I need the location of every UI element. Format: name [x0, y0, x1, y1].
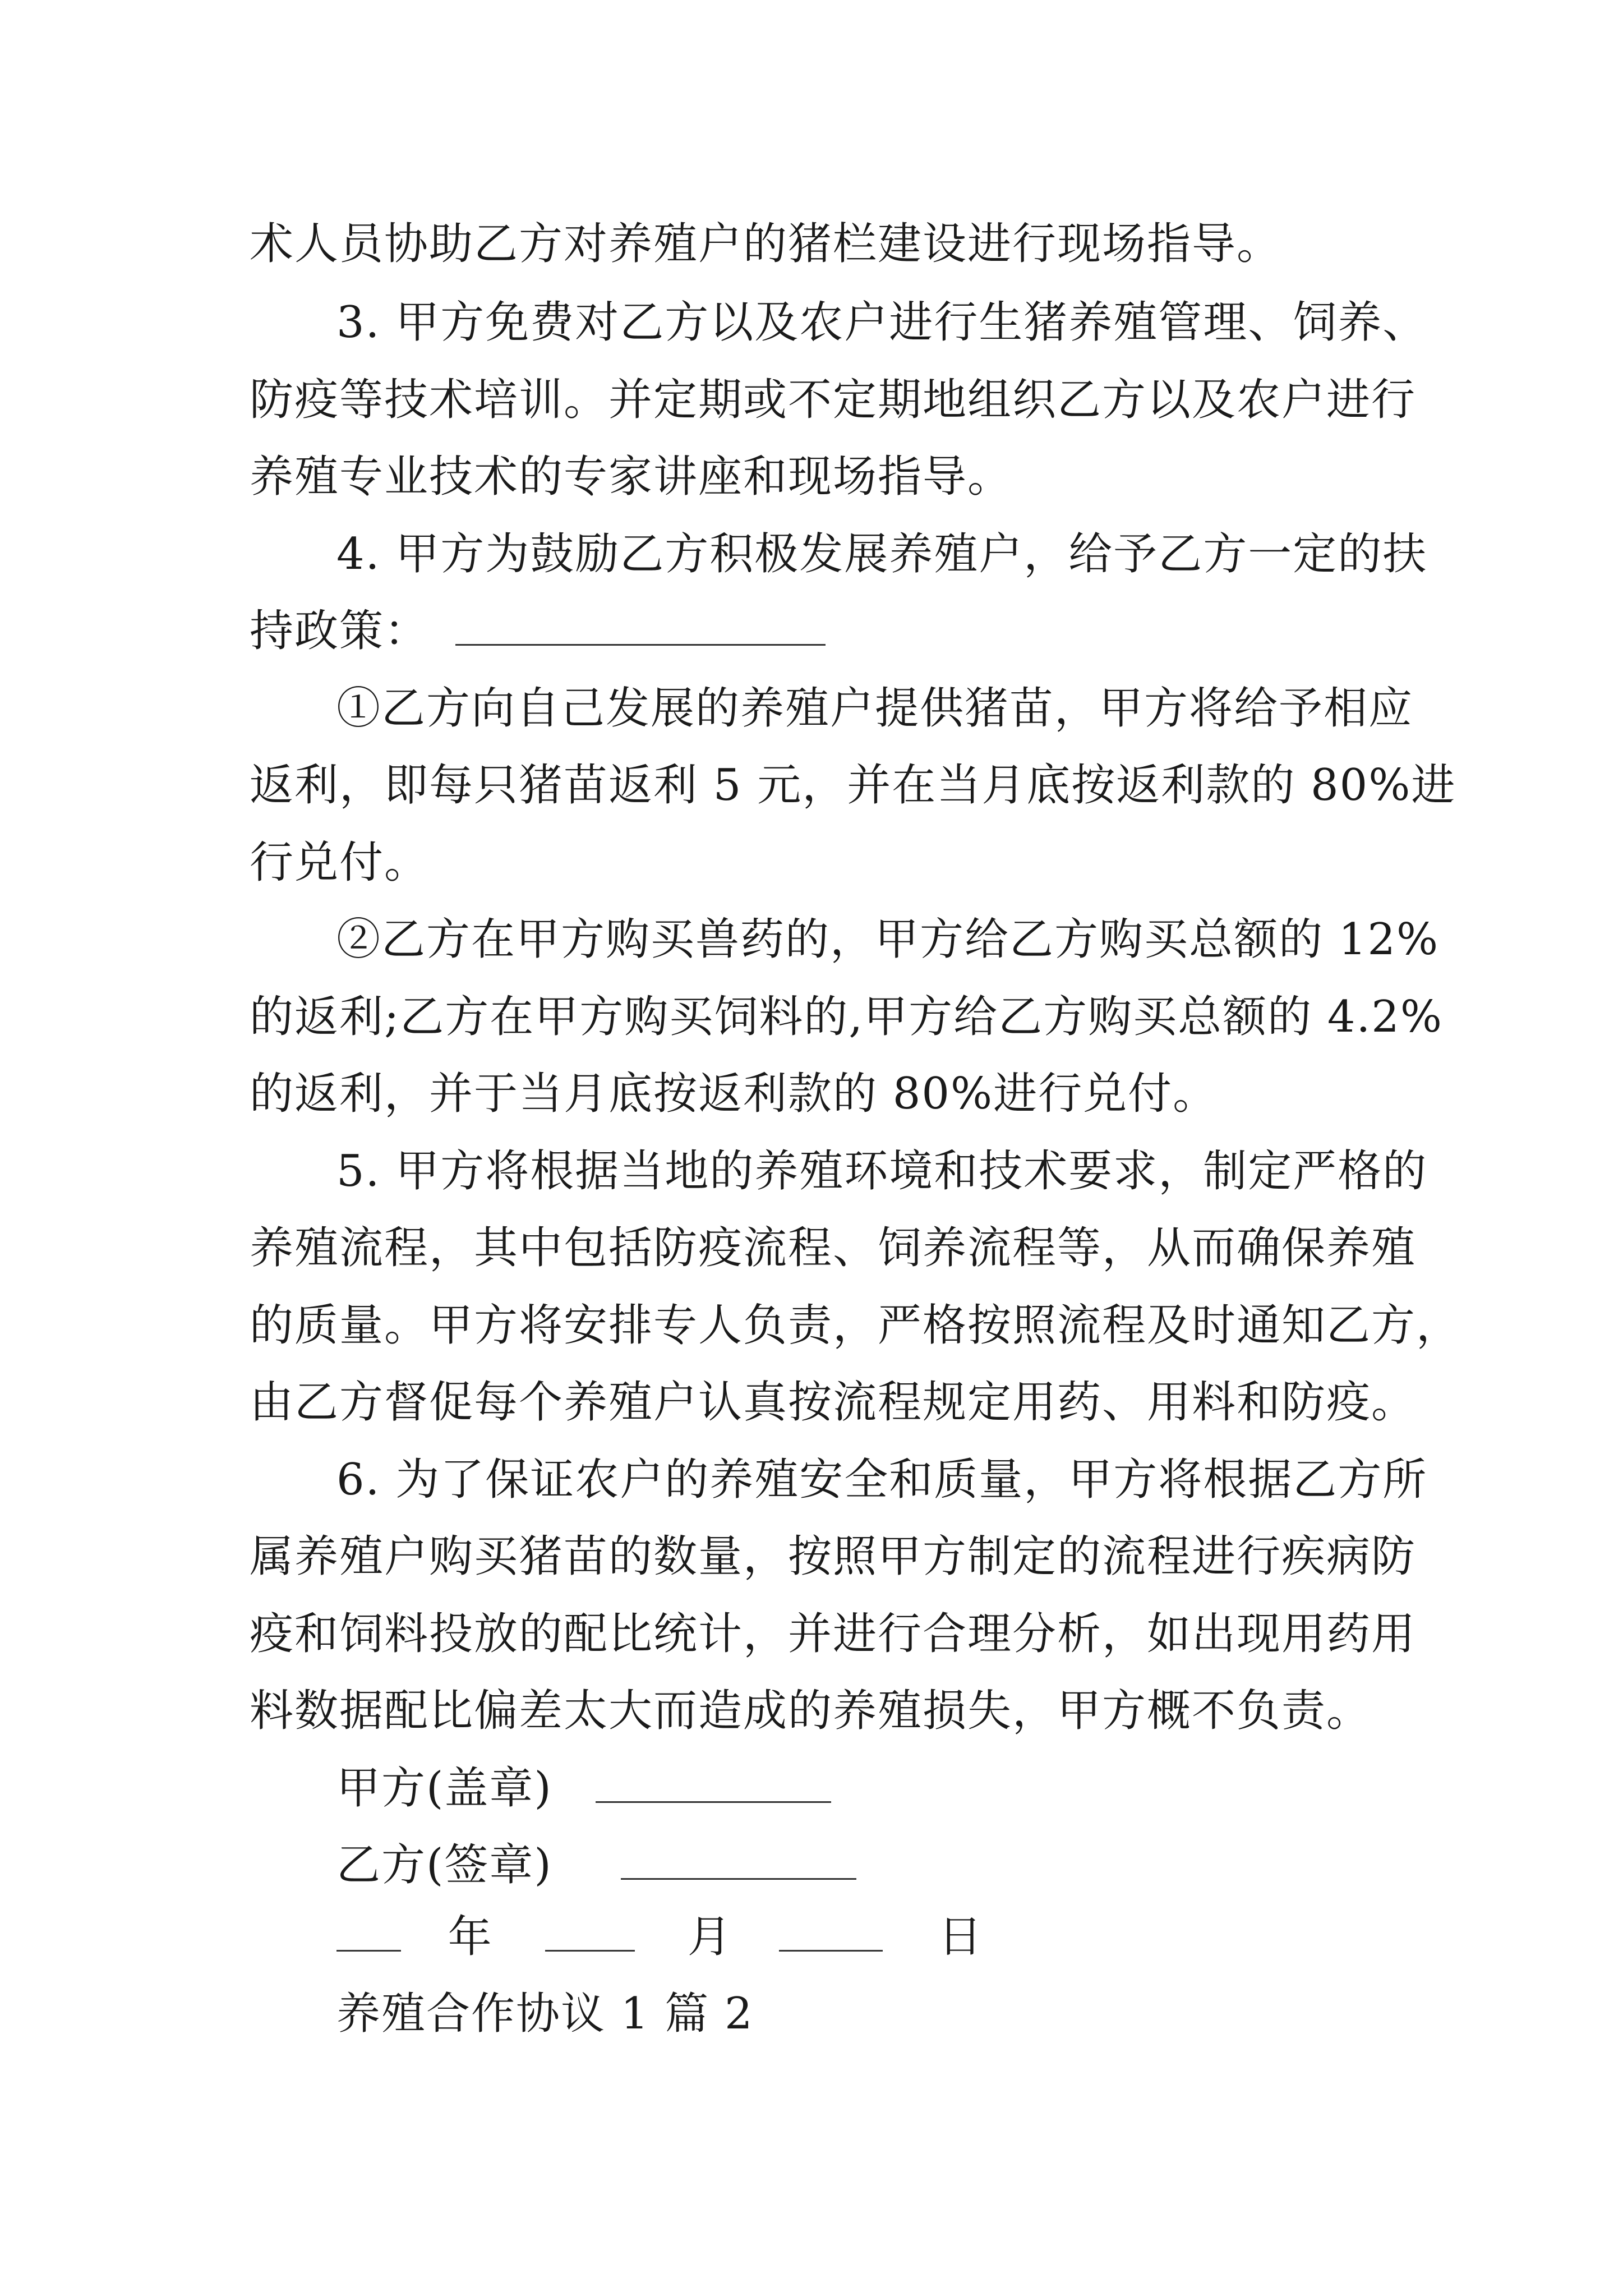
section-title: 养殖合作协议 1 篇 2	[336, 1989, 754, 2039]
party-a-label: 甲方(盖章)	[336, 1763, 552, 1814]
party-b-blank	[621, 1839, 856, 1880]
paragraph-line: ①乙方向自己发展的养殖户提供猪苗，甲方将给予相应	[336, 683, 1414, 734]
month-label: 月	[687, 1912, 732, 1962]
paragraph-line: 疫和饲料投放的配比统计，并进行合理分析，如出现用药用	[250, 1609, 1417, 1659]
paragraph-line: 属养殖户购买猪苗的数量，按照甲方制定的流程进行疾病防	[250, 1531, 1417, 1582]
day-blank	[779, 1911, 883, 1952]
party-a-blank	[596, 1762, 831, 1803]
paragraph-line: 的质量。甲方将安排专人负责，严格按照流程及时通知乙方，	[250, 1300, 1461, 1351]
paragraph-line: 养殖流程，其中包括防疫流程、饲养流程等，从而确保养殖	[250, 1223, 1417, 1273]
year-label: 年	[448, 1912, 493, 1962]
paragraph-line: 6. 为了保证农户的养殖安全和质量，甲方将根据乙方所	[336, 1455, 1428, 1505]
paragraph-line: 由乙方督促每个养殖户认真按流程规定用药、用料和防疫。	[250, 1377, 1417, 1428]
policy-blank-field	[455, 605, 826, 646]
policy-label: 持政策：	[250, 606, 430, 656]
paragraph-line: 行兑付。	[250, 838, 430, 888]
paragraph-line: 防疫等技术培训。并定期或不定期地组织乙方以及农户进行	[250, 375, 1417, 425]
year-blank	[336, 1911, 401, 1952]
month-blank	[545, 1911, 635, 1952]
signature-date	[336, 1909, 983, 1965]
paragraph-line: ②乙方在甲方购买兽药的，甲方给乙方购买总额的 12%	[336, 914, 1440, 965]
signature-party-a	[336, 1760, 831, 1816]
paragraph-line: 料数据配比偏差太大而造成的养殖损失，甲方概不负责。	[250, 1686, 1372, 1736]
paragraph-line: 4. 甲方为鼓励乙方积极发展养殖户，给予乙方一定的扶	[336, 529, 1428, 579]
paragraph-line: 养殖专业技术的专家讲座和现场指导。	[250, 452, 1013, 502]
paragraph-line: 的返利，并于当月底按返利款的 80%进行兑付。	[250, 1069, 1218, 1119]
paragraph-line-with-blank	[250, 603, 826, 659]
party-b-label: 乙方(签章)	[336, 1840, 552, 1890]
paragraph-line: 的返利;乙方在甲方购买饲料的,甲方给乙方购买总额的 4.2%	[250, 992, 1444, 1042]
paragraph-line: 3. 甲方免费对乙方以及农户进行生猪养殖管理、饲养、	[336, 297, 1428, 348]
paragraph-line: 返利，即每只猪苗返利 5 元，并在当月底按返利款的 80%进	[250, 760, 1456, 811]
signature-party-b	[336, 1837, 856, 1893]
paragraph-line: 术人员协助乙方对养殖户的猪栏建设进行现场指导。	[250, 219, 1282, 269]
day-label: 日	[938, 1912, 984, 1962]
paragraph-line: 5. 甲方将根据当地的养殖环境和技术要求，制定严格的	[336, 1146, 1428, 1197]
